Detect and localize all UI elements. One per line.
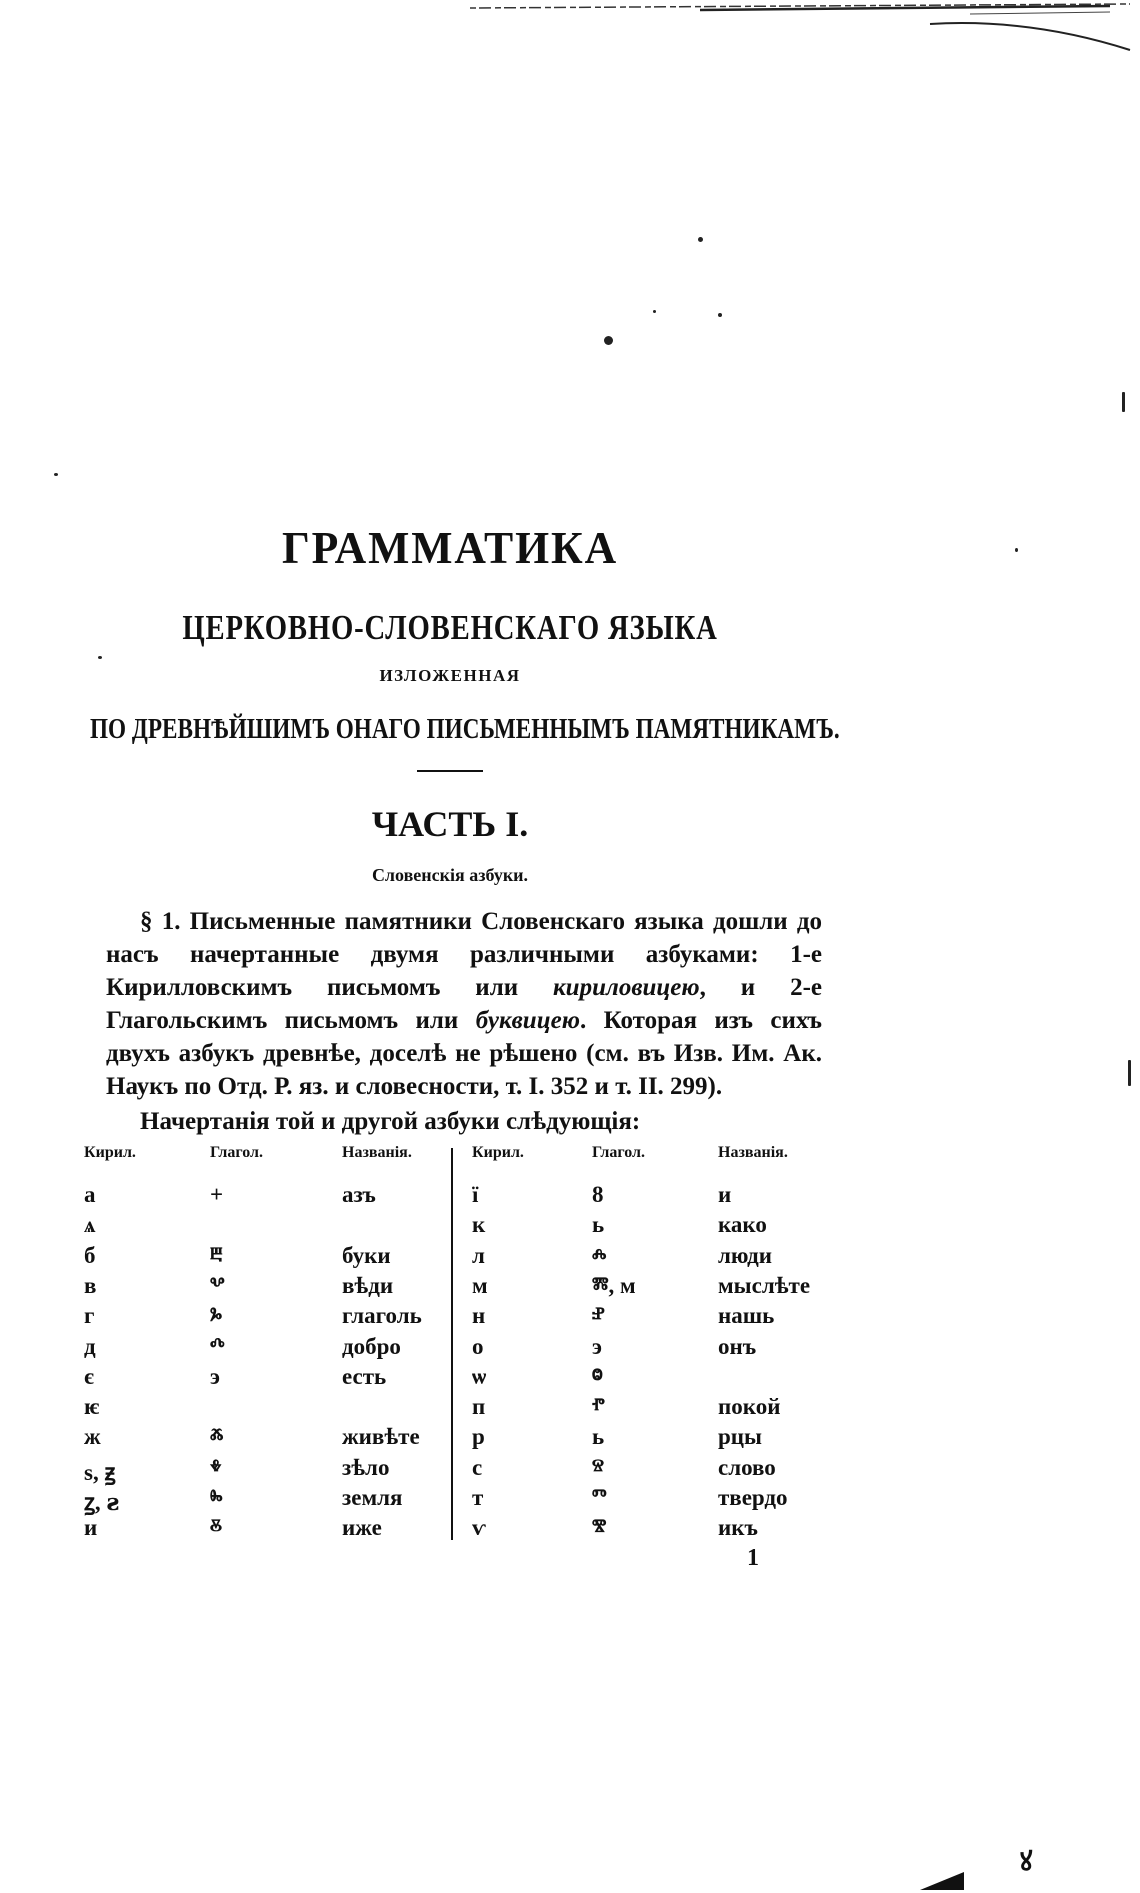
table-cell: ѡ — [472, 1363, 487, 1389]
table-cell: н — [472, 1303, 486, 1329]
table-row — [80, 1303, 830, 1333]
paragraph-1 — [106, 905, 822, 1103]
table-cell: э — [592, 1333, 602, 1359]
table-cell: слово — [718, 1454, 776, 1480]
paragraph-text: . Которая изъ сихъ двухъ азбукъ древнѣе, доселѣ не рѣшено (см. въ Изв. Им. Ак. Наукъ по Отд. Р. яз. и словесности, т. I. 352 и т. II. 299). — [106, 1007, 822, 1100]
table-cell: т — [472, 1485, 484, 1510]
table-cell: ⱀ — [592, 1303, 605, 1329]
book-subtitle-small: ИЗЛОЖЕННАЯ — [379, 666, 521, 685]
table-cell: земля — [342, 1485, 403, 1510]
table-cell: р — [472, 1424, 485, 1450]
table-cell: онъ — [718, 1333, 757, 1359]
table-row — [80, 1364, 830, 1394]
paragraph-italic: буквицею — [475, 1007, 580, 1034]
table-row — [80, 1455, 830, 1485]
table-cell: ѵ — [472, 1515, 486, 1541]
table-row — [80, 1334, 830, 1364]
paragraph-text: , и 2-е Глагольскимъ письмомъ или — [106, 974, 822, 1034]
table-cell: ⰴ — [210, 1333, 225, 1359]
table-cell: ⰶ — [210, 1424, 224, 1450]
table-cell: глаголь — [342, 1303, 422, 1329]
table-cell: ⰱ — [210, 1242, 223, 1268]
table-cell: покой — [718, 1394, 781, 1420]
table-cell: ѕ, ꙃ — [84, 1459, 116, 1485]
table-header: Глагол. — [210, 1144, 263, 1161]
table-cell: ⱉ — [592, 1363, 603, 1389]
table-row — [80, 1182, 830, 1212]
table-cell: к — [472, 1212, 486, 1238]
table-cell: ѥ — [84, 1394, 100, 1420]
scan-speck — [698, 237, 703, 242]
book-subtitle-line: ПО ДРЕВНѢЙШИМЪ ОНАГО ПИСЬМЕННЫМЪ ПАМЯТНИКАМЪ. — [90, 713, 840, 745]
table-cell: мыслѣте — [718, 1272, 811, 1298]
table-cell: добро — [342, 1333, 401, 1359]
table-cell: ⱂ — [592, 1394, 605, 1420]
table-cell: ь — [592, 1212, 605, 1238]
table-row — [80, 1212, 830, 1242]
scan-speck — [653, 310, 656, 313]
title-divider — [417, 770, 483, 772]
table-cell: б — [84, 1242, 96, 1268]
scan-speck — [1015, 548, 1018, 552]
table-cell: ⰿ, м — [592, 1272, 636, 1298]
table-cell: в — [84, 1272, 97, 1298]
alphabet-table — [80, 1144, 830, 1544]
table-cell: є — [84, 1363, 94, 1389]
table-header: Названія. — [342, 1144, 412, 1161]
table-cell: вѣди — [342, 1272, 394, 1298]
table-cell: и — [718, 1182, 732, 1207]
table-cell: и — [84, 1515, 98, 1541]
table-cell: п — [472, 1394, 486, 1420]
corner-mark: ꙋ — [1020, 1847, 1033, 1876]
table-cell: ⰻ — [210, 1515, 222, 1541]
table-row — [80, 1273, 830, 1303]
table-cell: ⱅ — [592, 1485, 607, 1510]
table-row — [80, 1243, 830, 1273]
table-cell: ї — [472, 1182, 479, 1207]
table-cell: ꙁ, ꙅ — [84, 1490, 120, 1515]
table-row — [80, 1515, 830, 1545]
table-cell: д — [84, 1333, 96, 1359]
scan-speck — [1122, 392, 1125, 412]
table-header: Глагол. — [592, 1144, 645, 1161]
table-cell: рцы — [718, 1424, 763, 1450]
table-cell: како — [718, 1212, 767, 1238]
table-row — [80, 1424, 830, 1454]
table-intro: Начертанія той и другой азбуки слѣдующія: — [140, 1108, 641, 1135]
table-cell: ⱄ — [592, 1454, 604, 1480]
table-cell: буки — [342, 1242, 391, 1268]
table-cell: люди — [718, 1242, 773, 1268]
scan-speck — [1128, 1060, 1131, 1086]
table-cell: с — [472, 1454, 483, 1480]
table-cell: ѧ — [84, 1212, 96, 1238]
table-row — [80, 1394, 830, 1424]
table-cell: ⰳ — [210, 1303, 223, 1329]
table-cell: ⰸ — [210, 1485, 223, 1510]
table-cell: г — [84, 1303, 95, 1329]
table-cell: ь — [592, 1424, 605, 1450]
section-heading: Словенскія азбуки. — [371, 865, 529, 885]
table-header: Кирил. — [472, 1144, 524, 1161]
table-cell: 8 — [592, 1182, 604, 1207]
table-cell: о — [472, 1333, 484, 1359]
paragraph-text: § 1. Письменные памятники Словенскаго языка дошли до насъ начертанные двумя различными азбуками: 1-е Кирилловскимъ письмомъ или — [106, 908, 822, 1001]
table-cell: ⰷ — [210, 1454, 222, 1480]
scan-speck — [604, 336, 613, 345]
table-cell: а — [84, 1182, 96, 1207]
table-cell: + — [210, 1182, 224, 1207]
table-header: Кирил. — [84, 1144, 136, 1161]
table-cell: живѣте — [342, 1424, 420, 1450]
table-cell: твердо — [718, 1485, 788, 1510]
scan-speck — [718, 313, 722, 317]
table-header: Названія. — [718, 1144, 788, 1161]
table-cell: ⰺ — [592, 1515, 607, 1541]
table-cell: нашь — [718, 1303, 775, 1329]
table-cell: зѣло — [342, 1454, 390, 1480]
table-cell: л — [472, 1242, 485, 1268]
book-title: ГРАММАТИКА — [281, 522, 619, 573]
table-cell: м — [472, 1272, 488, 1298]
page-number: 1 — [747, 1545, 759, 1571]
table-row — [80, 1485, 830, 1515]
title-block — [0, 520, 900, 888]
part-heading: ЧАСТЬ I. — [371, 804, 529, 844]
table-cell: э — [210, 1363, 220, 1389]
scan-speck — [54, 473, 58, 476]
table-cell: ж — [84, 1424, 101, 1450]
table-cell: азъ — [342, 1182, 376, 1207]
table-cell: есть — [342, 1363, 387, 1389]
table-cell: ⰾ — [592, 1242, 607, 1268]
table-cell: ⰲ — [210, 1272, 225, 1298]
scan-edge-artifact — [470, 0, 1140, 60]
book-subtitle: ЦЕРКОВНО-СЛОВЕНСКАГО ЯЗЫКА — [182, 608, 718, 647]
corner-wedge-artifact — [920, 1872, 964, 1890]
table-cell: икъ — [718, 1515, 758, 1541]
table-cell: иже — [342, 1515, 382, 1541]
paragraph-italic: кириловицею — [553, 974, 700, 1001]
